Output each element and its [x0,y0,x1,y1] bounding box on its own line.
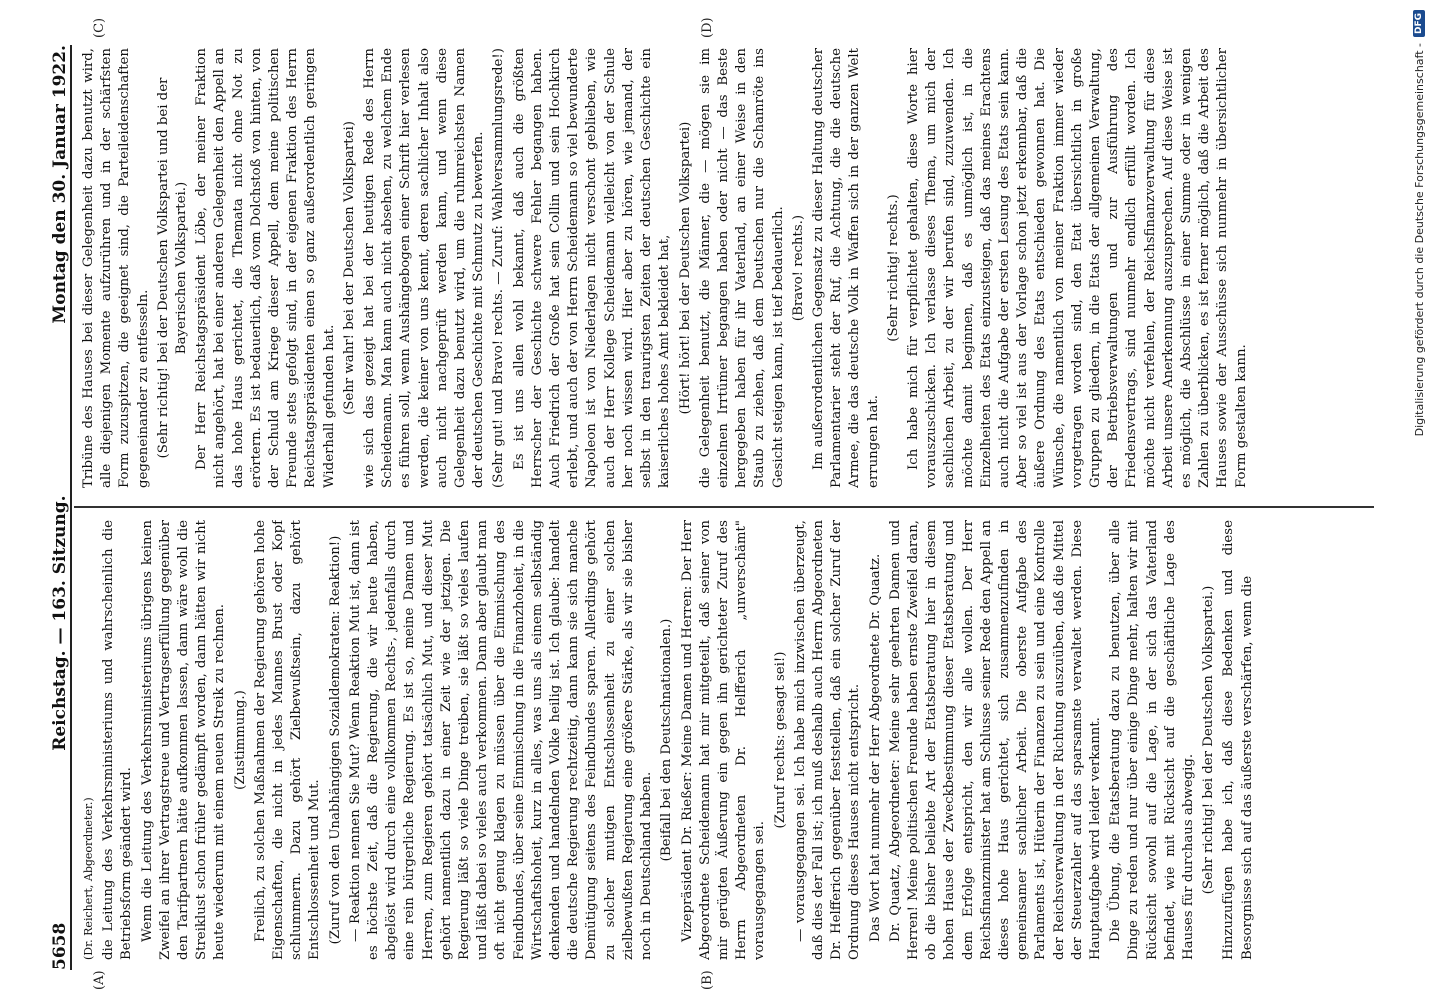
paragraph: Die Übung, die Etatsberatung dazu zu benutzen, über alle Dinge zu reden und nur über einige Dinge mehr, halten wir mit Rücksicht sowohl auf die Lage, in der sich das Vaterland befindet, wie mit Rücksicht auf die geschäftliche Lage des Hauses für durchaus abwegig. [1108,520,1196,960]
interjection: (Sehr wahr! bei der Deutschen Volkspartei) [341,121,357,415]
column-divider [74,506,1374,508]
paragraph: Wenn die Leitung des Verkehrsministeriums übrigens keinen Zweifel an ihrer Vertragstreue und Vertragserfüllung gegenüber den Tarifpartnern hätte aufkommen lassen, dann wäre wohl die Streiklust schon früher gedämpft worden, dann hätten wir nicht heute wiederum mit einem neuen Streik zu rechnen. [139,520,228,960]
page-number: 5658 [50,922,70,970]
running-head [42,45,72,970]
session-title: Reichstag. — 163. Sitzung. [50,495,70,751]
paragraph: (Dr. Reichert, Abgeordneter.) [82,797,95,960]
paragraph: Im außerordentlichen Gegensatz zu dieser Haltung deutscher Parlamentarier steht der Ruf, die Achtung, die die deutsche Armee, die das deutsche Volk in Waffen sich in der ganzen Welt errungen hat. [810,48,881,488]
paragraph: Das Wort hat nunmehr der Herr Abgeordnete Dr. Quaatz. [867,553,883,942]
margin-letter-b: (B) [700,970,715,990]
interjection: (Sehr richtig! bei der Deutschen Volkspartei.) [1201,585,1217,895]
left-column [80,520,1370,960]
interjection: (Hört! hört! bei der Deutschen Volkspartei) [677,121,693,415]
interjection: (Sehr richtig! rechts.) [885,194,901,342]
margin-letter-a: (A) [92,970,107,990]
paragraph: die Gelegenheit benutzt, die Männer, die — mögen sie im einzelnen Irrtümer begangen haben oder nicht — das Beste hergegeben haben für ihr Vaterland, an einer Weise in den Staub zu ziehen, daß dem Deutschen nur die Schamröte ins Gesicht steigen kann, ist tief bedauerlich. [697,48,786,488]
interjection: (Zuruf von den Unabhängigen Sozialdemokraten: Reaktion!) [327,535,343,945]
margin-letter-d: (D) [700,17,715,38]
paragraph: wie sich das gezeigt hat bei der heutigen Rede des Herrn Scheidemann. Man kann auch nicht absehen, zu welchem Ende es führen soll, wenn Aushängebogen einer Schrift hier verlesen werden, die keiner von uns kennt, deren sachlicher Inhalt also auch nicht nachgeprüft werden kann, und wenn diese Gelegenheit dazu benutzt wird, um die ruhmreichsten Namen der deutschen Geschichte mit Schmutz zu bewerfen. [362,48,487,488]
interjection: (Zustimmung.) [232,690,248,790]
paragraph: Ich habe mich für verpflichtet gehalten, diese Worte hier vorauszuschicken. Ich verlasse dieses Thema, um mich der sachlichen Arbeit, zu der wir berufen sind, zuzuwenden. Ich möchte damit beginnen, daß es unmöglich ist, in die Einzelheiten des Etats einzusteigen, daß das meines Erachtens auch nicht die Aufgabe der ersten Lesung des Etats sein kann. Aber so viel ist aus der Vorlage schon jetzt erkennbar, daß die äußere Ordnung des Etats entschieden gewonnen hat. Die Wünsche, die namentlich von meiner Fraktion immer wieder vorgetragen worden sind, den Etat übersichtlich in große Gruppen zu gliedern, in die Etats der allgemeinen Verwaltung, der Betriebsverwaltungen und zur Ausführung des Friedensvertrags, sind nunmehr endlich erfüllt worden. Ich möchte nicht verfehlen, der Reichsfinanzverwaltung für diese Arbeit unsere Anerkennung auszusprechen. Auf diese Weise ist es möglich, die Abschlüsse in einer Summe oder in wenigen Zahlen zu überblicken, es ist ferner möglich, daß die Arbeit des Hauses sowie der Ausschüsse sich nunmehr in übersichtlicher Form gestalten kann. [905,48,1249,488]
paragraph: Vizepräsident Dr. Rießer: Meine Damen und Herren: Der Herr Abgeordnete Scheidemann hat mir mitgeteilt, daß seiner von mir gerügten Äußerung ein gegen ihn gerichteter Zuruf des Herrn Abgeordneten Dr. Helfferich „unverschämt" vorausgegangen sei. [679,520,768,960]
paragraph: — vorausgegangen sei. Ich habe mich inzwischen überzeugt, daß dies der Fall ist; ich muß deshalb auch Herrn Abgeordneten Dr. Helfferich gegenüber feststellen, daß ein solcher Zuruf der Ordnung dieses Hauses nicht entspricht. [792,520,863,960]
digitization-credit [1408,10,1430,990]
paragraph: Freilich, zu solchen Maßnahmen der Regierung gehören hohe Eigenschaften, die nicht in jedes Mannes Brust oder Kopf schlummern. Dazu gehört Zielbewußtsein, dazu gehört Entschlossenheit und Mut. [252,520,323,960]
session-date: Montag den 30. Januar 1922. [50,45,70,324]
interjection: (Beifall bei den Deutschnationalen.) [659,618,675,862]
interjection: (Bravo! rechts.) [790,214,806,322]
right-column [80,48,1370,488]
paragraph: — Reaktion nennen Sie Mut? Wenn Reaktion Mut ist, dann ist es höchste Zeit, daß die Regierung, die wir heute haben, abgelöst wird durch eine vollkommen Rechts-, jedenfalls durch eine rein bürgerliche Regierung. Es ist so, meine Damen und Herren, zum Regieren gehört tatsächlich Mut, und dieser Mut gehört namentlich dazu in einer Zeit wie der jetzigen. Die Regierung läßt so viele Dinge treiben, sie läßt so vieles laufen und läßt dabei so vieles auch verkommen. Dann aber glaubt man oft nicht genug klagen zu müssen über die Einmischung des Feindbundes, über seine Einmischung in die Finanzhoheit, in die Wirtschaftshoheit, kurz in alles, was uns als einem selbständig denkenden und handelnden Volke heilig ist. Ich glaube: handelt die deutsche Regierung rechtzeitig, dann kann sie sich manche Demütigung seitens des Feindbundes sparen. Allerdings gehört zu solcher mutigen Entschlossenheit zu einer solchen zielbewußten Regierung eine größere Stärke, als wir sie bisher noch in Deutschland haben. [347,520,655,960]
paragraph: Es ist uns allen wohl bekannt, daß auch die größten Herrscher der Geschichte schwere Fehler begangen haben. Auch Friedrich der Große hat sein Collin und sein Hochkirch erlebt, und auch der von Herrn Scheidemann so viel bewunderte Napoleon ist von Niederlagen nicht verschont geblieben, wie auch der Herr Kollege Scheidemann vielleicht von der Schule her noch wissen wird. Hier aber zu hören, wie jemand, der selbst in den traurigsten Zeiten der deutschen Geschichte ein kaiserliches hohes Amt bekleidet hat, [511,48,673,488]
paragraph: Tribüne des Hauses bei dieser Gelegenheit dazu benutzt wird, alle diejenigen Momente aufzurühren und in der schärfsten Form zuzuspitzen, die geeignet sind, die Parteileidenschaften gegeneinander zu entfesseln. [81,48,151,488]
interjection: (Sehr gut! und Bravo! rechts. — Zuruf: Wahlversammlungsrede!) [491,48,507,488]
paragraph: Dr. Quaatz, Abgeordneter: Meine sehr geehrten Damen und Herren! Meine politischen Freunde haben ernste Zweifel daran, ob die bisher beliebte Art der Etatsberatung hier in diesem hohen Hause der Zweckbestimmung dieser Etatsberatung und dem Erfolge entspricht, den wir alle wollen. Der Herr Reichsfinanzminister hat am Schlusse seiner Rede den Appell an dieses hohe Haus gerichtet, sich zusammenzufinden in gemeinsamer sachlicher Arbeit. Die oberste Aufgabe des Parlaments ist, Hüterin der Finanzen zu sein und eine Kontrolle der Reichsverwaltung in der Richtung auszuüben, daß die Mittel der Steuerzahler auf das sparsamste verwaltet werden. Diese Hauptaufgabe wird leider verkannt. [887,520,1103,960]
paragraph: Hinzuzufügen habe ich, daß diese Bedenken und diese Besorgnisse sich auf das äußerste verschärfen, wenn die [1221,520,1255,960]
dfg-logo: DFG [1413,10,1425,37]
paragraph: Der Herr Reichstagspräsident Löbe, der meiner Fraktion nicht angehört, hat bei einer anderen Gelegenheit den Appell an das hohe Haus gerichtet, die Themata nicht ohne Not zu erörtern. Es ist bedauerlich, daß vom Dolchstoß von hinten, von der Schuld am Kriege dieser Appell, dem meine politischen Freunde stets gefolgt sind, in der eigenen Fraktion des Herrn Reichstagspräsidenten einen so ganz außerordentlich geringen Widerhall gefunden hat. [194,48,337,488]
margin-letter-c: (C) [92,17,107,38]
credit-text: Digitalisierung gefördert durch die Deutsche Forschungsgemeinschaft - [1412,43,1426,437]
interjection: (Zuruf rechts: gesagt sei!) [772,651,788,829]
interjection: (Sehr richtig! bei der Deutschen Volkspartei und bei der Bayerischen Volkspartei.) [155,77,190,459]
paragraph: die Leitung des Verkehrsministeriums und wahrscheinlich die Betriebsform geändert wird. [101,520,135,960]
